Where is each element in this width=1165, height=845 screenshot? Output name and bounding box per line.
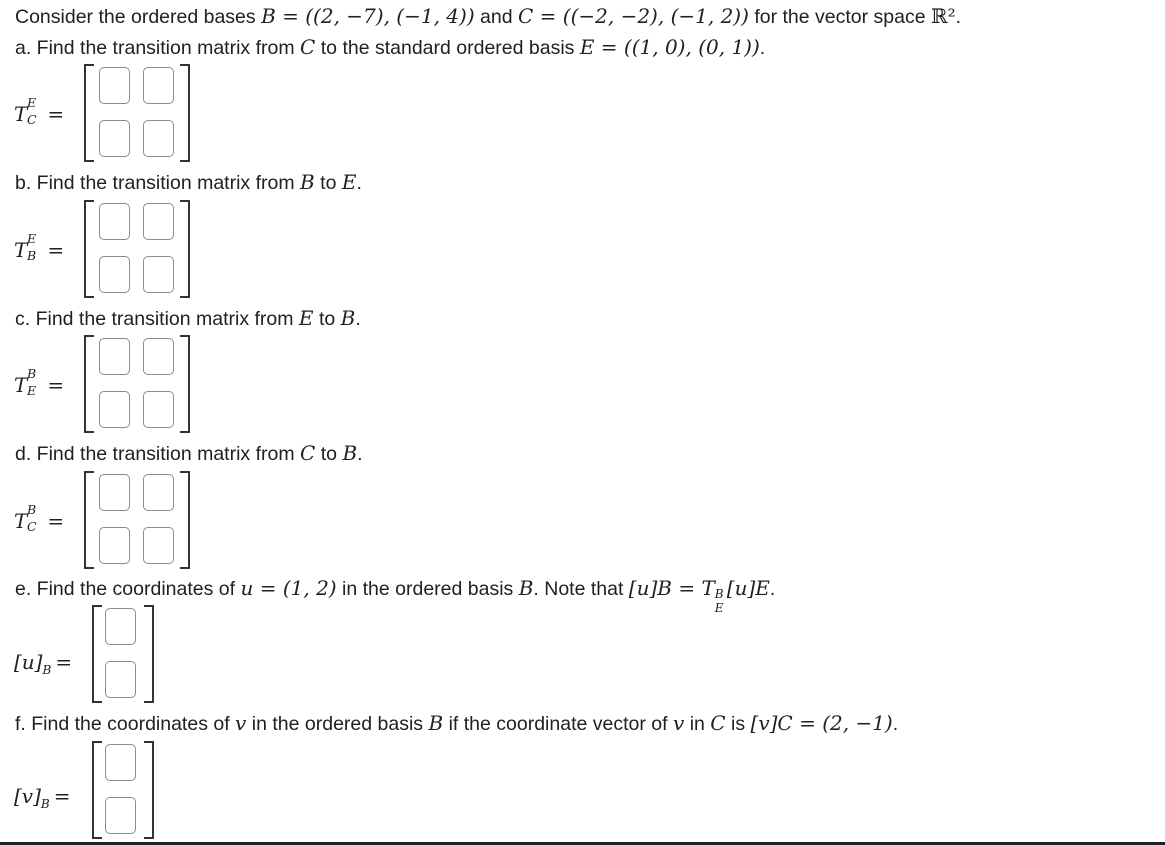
question-b: [15, 169, 362, 196]
question-d: [15, 440, 363, 467]
matrix-a-cell-2-1[interactable]: [99, 120, 130, 157]
question-e: [15, 575, 776, 615]
right-bracket: [144, 741, 154, 839]
left-bracket: [84, 64, 94, 162]
answer-e-label: [14, 650, 72, 677]
matrix-d-cell-1-2[interactable]: [143, 474, 174, 511]
matrix-a-cell-1-2[interactable]: [143, 67, 174, 104]
basis-subscript: B: [40, 797, 50, 811]
equals-sign: =: [53, 784, 71, 808]
answer-f-label: [14, 784, 71, 811]
question-f-period: .: [892, 713, 899, 735]
question-c-period: .: [355, 308, 361, 330]
question-d-text: d. Find the transition matrix from: [15, 443, 301, 465]
right-bracket: [180, 64, 190, 162]
basis-c-definition: C = ((−2, −2), (−1, 2)): [518, 4, 749, 28]
vector-v-bracket: [v]: [14, 784, 41, 808]
t-subscript: B: [27, 248, 37, 263]
equals-sign: =: [47, 373, 65, 397]
vector-e-cell-2[interactable]: [105, 661, 136, 698]
question-a-period: .: [759, 37, 766, 59]
t-superscript: B: [27, 366, 37, 381]
question-c-math-1: E: [298, 306, 314, 330]
formula-part-1: [u]B = T: [628, 576, 715, 600]
question-a-text: a. Find the transition matrix from: [15, 37, 301, 59]
t-subscript: E: [27, 383, 37, 398]
equals-sign: =: [47, 509, 65, 533]
question-e-period: .: [769, 578, 776, 600]
t-symbol: T: [14, 102, 28, 126]
question-c-text-2: to: [313, 308, 341, 330]
right-bracket: [180, 471, 190, 569]
intro-text: Consider the ordered bases: [15, 6, 262, 28]
formula-part-2: [u]E: [726, 576, 770, 600]
matrix-b-cell-2-2[interactable]: [143, 256, 174, 293]
right-bracket: [144, 605, 154, 703]
question-c-text: c. Find the transition matrix from: [15, 308, 299, 330]
left-bracket: [84, 200, 94, 298]
intro-and: and: [474, 6, 518, 28]
matrix-c-cell-1-1[interactable]: [99, 338, 130, 375]
answer-b-label: [14, 231, 65, 263]
vector-f-cell-1[interactable]: [105, 744, 136, 781]
intro-line: [15, 3, 961, 30]
intro-text-2: for the vector space: [748, 6, 932, 28]
left-bracket: [92, 605, 102, 703]
question-e-math-2: B: [518, 576, 534, 600]
question-e-text-3: . Note that: [533, 578, 629, 600]
question-a-text-2: to the standard ordered basis: [315, 37, 580, 59]
t-superscript: E: [27, 95, 37, 110]
equals-sign: =: [47, 102, 65, 126]
intro-period: .: [955, 6, 962, 28]
t-superscript: E: [27, 231, 37, 246]
vector-e-cell-1[interactable]: [105, 608, 136, 645]
matrix-c-cell-1-2[interactable]: [143, 338, 174, 375]
question-f-text-4: in: [684, 713, 711, 735]
question-a-math-1: C: [300, 35, 316, 59]
question-b-period: .: [356, 172, 362, 194]
question-d-math-2: B: [342, 441, 358, 465]
equals-sign: =: [47, 238, 65, 262]
question-f-math-3: v: [672, 711, 685, 735]
t-superscript: B: [27, 502, 37, 517]
right-bracket: [180, 335, 190, 433]
question-f-math-2: B: [428, 711, 444, 735]
question-b-math-2: E: [341, 170, 357, 194]
vector-f-cell-2[interactable]: [105, 797, 136, 834]
vector-u-bracket: [u]: [14, 650, 43, 674]
question-f-text-5: is: [725, 713, 751, 735]
right-bracket: [180, 200, 190, 298]
question-c: [15, 305, 361, 332]
matrix-d-cell-2-2[interactable]: [143, 527, 174, 564]
matrix-d-cell-1-1[interactable]: [99, 474, 130, 511]
matrix-d-cell-2-1[interactable]: [99, 527, 130, 564]
question-f: [15, 710, 898, 737]
matrix-b-cell-1-1[interactable]: [99, 203, 130, 240]
matrix-b-cell-1-2[interactable]: [143, 203, 174, 240]
matrix-c-cell-2-2[interactable]: [143, 391, 174, 428]
basis-b-definition: B = ((2, −7), (−1, 4)): [261, 4, 475, 28]
question-e-text: e. Find the coordinates of: [15, 578, 241, 600]
question-f-formula: [v]C = (2, −1): [750, 711, 893, 735]
question-b-text-2: to: [314, 172, 342, 194]
matrix-c-cell-2-1[interactable]: [99, 391, 130, 428]
matrix-b-cell-2-1[interactable]: [99, 256, 130, 293]
answer-a-label: [14, 95, 65, 127]
question-f-math-4: C: [710, 711, 726, 735]
left-bracket: [84, 335, 94, 433]
answer-d-label: [14, 502, 65, 534]
t-subscript: C: [27, 519, 37, 534]
question-f-text-2: in the ordered basis: [246, 713, 429, 735]
question-b-text: b. Find the transition matrix from: [15, 172, 301, 194]
basis-subscript: B: [42, 663, 52, 677]
matrix-a-cell-1-1[interactable]: [99, 67, 130, 104]
question-a-math-2: E = ((1, 0), (0, 1)): [579, 35, 760, 59]
question-d-period: .: [357, 443, 363, 465]
question-e-text-2: in the ordered basis: [336, 578, 519, 600]
question-d-math-1: C: [300, 441, 316, 465]
question-f-text-3: if the coordinate vector of: [443, 713, 673, 735]
question-a: [15, 34, 765, 61]
matrix-a-cell-2-2[interactable]: [143, 120, 174, 157]
question-f-math-1: v: [235, 711, 247, 735]
vector-space: ℝ²: [931, 4, 956, 28]
equals-sign: =: [55, 650, 73, 674]
question-f-text: f. Find the coordinates of: [15, 713, 236, 735]
formula-sub: E: [714, 601, 724, 615]
t-symbol: T: [14, 509, 28, 533]
left-bracket: [84, 471, 94, 569]
t-symbol: T: [14, 373, 28, 397]
t-symbol: T: [14, 238, 28, 262]
question-c-math-2: B: [340, 306, 356, 330]
left-bracket: [92, 741, 102, 839]
answer-c-label: [14, 366, 65, 398]
question-b-math-1: B: [300, 170, 315, 194]
question-e-formula: [628, 576, 770, 615]
question-e-math-1: u = (1, 2): [240, 576, 337, 600]
formula-sup: B: [714, 587, 724, 601]
question-d-text-2: to: [315, 443, 343, 465]
t-subscript: C: [27, 112, 37, 127]
